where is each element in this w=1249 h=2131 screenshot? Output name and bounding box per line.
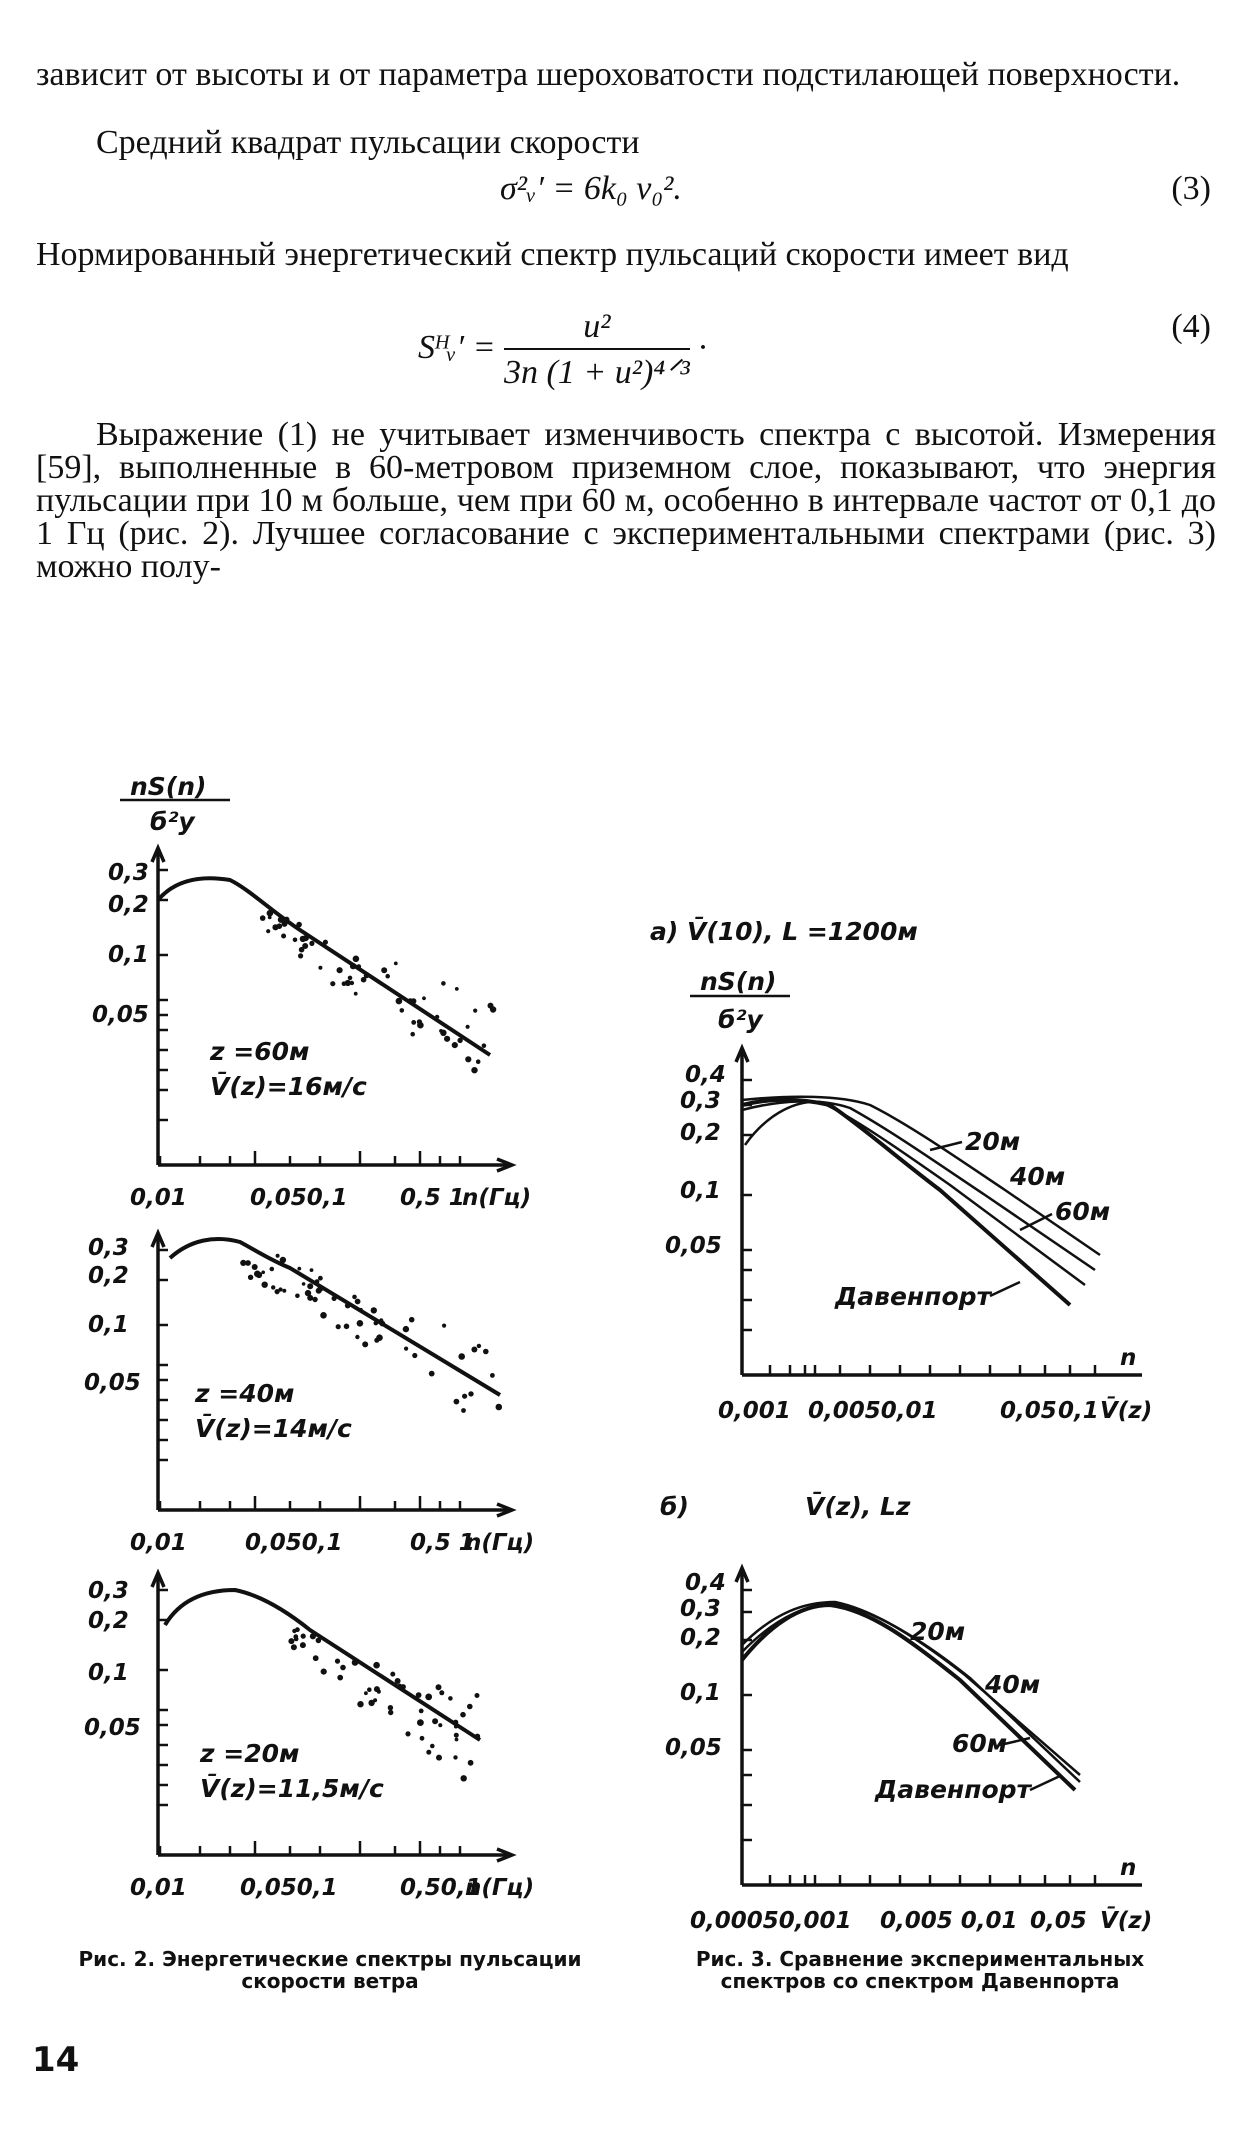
scatter-point xyxy=(395,1678,401,1684)
scatter-point xyxy=(467,1704,473,1710)
scatter-point xyxy=(390,1672,395,1677)
scatter-point xyxy=(460,1712,466,1718)
fig2-p2-xticks xyxy=(130,1530,534,1556)
scatter-point xyxy=(312,1297,317,1302)
scatter-point xyxy=(361,977,367,983)
fig2-p2-ytick-4: 0,05 xyxy=(84,1370,141,1396)
scatter-point xyxy=(297,1267,301,1271)
fig3b-leader-davenport xyxy=(1030,1776,1060,1790)
fig2-p2-ytick-1: 0,3 xyxy=(88,1235,129,1261)
scatter-point xyxy=(448,1696,453,1701)
scatter-point xyxy=(337,1675,343,1681)
fig3b-ytick-4: 0,1 xyxy=(680,1680,721,1706)
scatter-point xyxy=(439,1029,443,1033)
scatter-point xyxy=(466,1025,470,1029)
fig3b-label-60m: 60м xyxy=(952,1729,1008,1758)
scatter-point xyxy=(462,1394,467,1399)
scatter-point xyxy=(367,1687,372,1692)
scatter-point xyxy=(461,1408,466,1413)
scatter-point xyxy=(260,915,266,921)
scatter-point xyxy=(465,1056,471,1062)
fig3-caption: Рис. 3. Сравнение экспериментальных спектров со спектром Давенпорта xyxy=(695,1947,1145,1993)
fig3b xyxy=(660,1490,1152,1934)
fig2-panel-1 xyxy=(92,848,531,1211)
fig2-p2-xtick-3: 0,5 1 xyxy=(410,1530,475,1556)
scatter-point xyxy=(405,1731,410,1736)
scatter-point xyxy=(471,1067,477,1073)
scatter-point xyxy=(483,1349,489,1355)
scatter-point xyxy=(291,1644,297,1650)
scatter-point xyxy=(315,1279,320,1284)
scatter-point xyxy=(488,1003,494,1009)
fig3b-label-40m: 40м xyxy=(985,1670,1041,1699)
scatter-point xyxy=(374,1686,380,1692)
fig3b-ytick-1: 0,4 xyxy=(685,1570,726,1596)
fig2-ylabel-den: б²у xyxy=(150,807,195,836)
scatter-point xyxy=(321,1669,327,1675)
equation-4-numerator: u² xyxy=(504,308,690,350)
scatter-point xyxy=(373,1662,380,1669)
fig3a-ylabel-den: б²у xyxy=(718,1005,763,1034)
fig2-p3-yticks xyxy=(84,1578,141,1741)
scatter-point xyxy=(292,1629,296,1633)
scatter-point xyxy=(299,947,305,953)
fig2-p3-scatter xyxy=(288,1627,480,1781)
fig2-p3-xunit: n(Гц) xyxy=(465,1875,535,1901)
scatter-point xyxy=(381,967,387,973)
scatter-point xyxy=(357,1320,364,1327)
fig2-p2-v-label: V̄(z)=14м/с xyxy=(195,1414,352,1443)
scatter-point xyxy=(288,1638,294,1644)
fig2-p3-xtick-3: 0,50,1 xyxy=(400,1875,482,1901)
scatter-point xyxy=(316,1288,322,1294)
fig2-p3-v-label: V̄(z)=11,5м/с xyxy=(200,1774,384,1803)
scatter-point xyxy=(352,1659,359,1666)
scatter-point xyxy=(262,1282,268,1288)
fig2-p1-xtick-3: 0,5 1 xyxy=(400,1185,465,1211)
scatter-point xyxy=(371,1307,377,1313)
paragraph-2: Средний квадрат пульсации скорости xyxy=(96,124,640,161)
fig2-p1-curve xyxy=(158,878,490,1055)
scatter-point xyxy=(425,1694,432,1701)
equation-3: σ²ᵥ′ = 6k₀ v₀². xyxy=(500,170,682,207)
fig3b-xunit-num: n xyxy=(1120,1855,1137,1881)
scatter-point xyxy=(295,1294,300,1299)
scatter-point xyxy=(439,1690,444,1695)
scatter-point xyxy=(455,1738,459,1742)
scatter-point xyxy=(335,1659,340,1664)
fig3a-curve-davenport xyxy=(742,1100,1070,1305)
paragraph-3: Нормированный энергетический спектр пульсаций скорости имеет вид xyxy=(36,236,1069,273)
fig2-ylabel-num: nS(n) xyxy=(130,772,207,801)
fig2-p1-xtick-2: 0,050,1 xyxy=(250,1185,348,1211)
scatter-point xyxy=(252,1264,258,1270)
fig2-p2-ytick-3: 0,1 xyxy=(88,1312,129,1338)
fig2-p3-ytick-1: 0,3 xyxy=(88,1578,129,1604)
equation-4-lhs: Sᴴᵥ′ = xyxy=(418,328,496,366)
fig2-tick-marks xyxy=(158,870,460,1855)
scatter-point xyxy=(266,929,270,933)
fig2-p1-ytick-2: 0,2 xyxy=(108,892,149,918)
scatter-point xyxy=(357,964,362,969)
scatter-point xyxy=(482,1043,487,1048)
scatter-point xyxy=(330,981,335,986)
scatter-point xyxy=(355,1299,361,1305)
scatter-point xyxy=(296,922,302,928)
scatter-point xyxy=(452,1042,458,1048)
paragraph-1: зависит от высоты и от параметра шероховатости подстилающей поверхности. xyxy=(36,56,1181,93)
scatter-point xyxy=(416,1692,422,1698)
scatter-point xyxy=(458,1353,465,1360)
equation-4-denominator: 3n (1 + u²)⁴ᐟ³ xyxy=(504,354,690,391)
fig2-p3-xticks xyxy=(130,1875,534,1901)
scatter-point xyxy=(300,1642,306,1648)
scatter-point xyxy=(313,1655,319,1661)
fig3a-ytick-3: 0,2 xyxy=(680,1120,721,1146)
scatter-point xyxy=(432,1718,438,1724)
fig3b-ytick-3: 0,2 xyxy=(680,1625,721,1651)
fig2-p1-xtick-1: 0,01 xyxy=(130,1185,187,1211)
scatter-point xyxy=(411,1020,416,1025)
scatter-point xyxy=(332,1296,337,1301)
scatter-point xyxy=(412,1353,417,1358)
scatter-point xyxy=(357,1701,363,1707)
scatter-point xyxy=(490,1373,495,1378)
fig3a-xtick-1: 0,001 xyxy=(718,1398,791,1424)
scatter-point xyxy=(385,974,390,979)
scatter-point xyxy=(468,1391,473,1396)
scatter-point xyxy=(305,1290,311,1296)
fig3a-xtick-3: 0,05 xyxy=(1000,1398,1057,1424)
scatter-point xyxy=(344,1324,350,1330)
scatter-point xyxy=(454,1725,458,1729)
scatter-point xyxy=(476,1059,481,1064)
scatter-point xyxy=(276,1254,280,1258)
fig2-p3-curve xyxy=(165,1590,480,1740)
scatter-point xyxy=(310,1633,316,1639)
fig2-p2-z-label: z =40м xyxy=(195,1379,295,1408)
scatter-point xyxy=(336,1324,341,1329)
scatter-point xyxy=(282,1289,286,1293)
scatter-point xyxy=(270,1267,275,1272)
scatter-point xyxy=(373,1698,377,1702)
fig3a-xunit-num: n xyxy=(1120,1345,1137,1371)
fig3a-label-40m: 40м xyxy=(1010,1162,1066,1191)
scatter-point xyxy=(422,996,426,1000)
fig3b-xtick-2: 0,005 0,01 xyxy=(880,1908,1018,1934)
scatter-point xyxy=(394,962,398,966)
scatter-point xyxy=(417,1719,424,1726)
scatter-point xyxy=(323,940,328,945)
scatter-point xyxy=(379,1318,383,1322)
scatter-point xyxy=(318,966,322,970)
fig2-p2-curve xyxy=(170,1239,500,1395)
scatter-point xyxy=(475,1693,480,1698)
scatter-point xyxy=(475,1734,481,1740)
fig2-panel-2 xyxy=(84,1233,534,1556)
scatter-point xyxy=(455,987,459,991)
fig3a-ytick-5: 0,05 xyxy=(665,1233,722,1259)
fig3a-ytick-1: 0,4 xyxy=(685,1062,726,1088)
fig2-p2-yticks xyxy=(84,1235,141,1396)
fig2-p3-xtick-2: 0,050,1 xyxy=(240,1875,338,1901)
scatter-point xyxy=(420,1736,425,1741)
scatter-point xyxy=(436,1684,442,1690)
fig3b-label-davenport: Давенпорт xyxy=(875,1775,1032,1804)
equation-3-number: (3) xyxy=(1171,170,1211,207)
fig2-p2-ytick-2: 0,2 xyxy=(88,1263,129,1289)
scatter-point xyxy=(364,1691,368,1695)
scatter-point xyxy=(468,1760,474,1766)
scatter-point xyxy=(268,916,272,920)
scatter-point xyxy=(261,1271,265,1275)
fig2-p3-xtick-1: 0,01 xyxy=(130,1875,187,1901)
scatter-point xyxy=(337,967,343,973)
scatter-point xyxy=(284,917,290,923)
fig2-p1-xunit: n(Гц) xyxy=(462,1185,532,1211)
fig3a-leader-davenport xyxy=(990,1282,1020,1296)
scatter-point xyxy=(350,963,356,969)
scatter-point xyxy=(281,934,286,939)
scatter-point xyxy=(374,1321,379,1326)
fig3a-ytick-2: 0,3 xyxy=(680,1088,721,1114)
scatter-point xyxy=(248,1275,253,1280)
scatter-point xyxy=(278,917,284,923)
scatter-point xyxy=(411,998,417,1004)
scatter-point xyxy=(453,1755,457,1759)
fig3a-xtick-2: 0,0050,01 xyxy=(808,1398,938,1424)
fig3b-ytick-5: 0,05 xyxy=(665,1735,722,1761)
fig2-caption: Рис. 2. Энергетические спектры пульсации скорости ветра xyxy=(78,1947,582,1993)
fig2-p2-xtick-2: 0,050,1 xyxy=(245,1530,343,1556)
scatter-point xyxy=(309,941,314,946)
fig3a xyxy=(650,915,1152,1424)
scatter-point xyxy=(419,1709,424,1714)
scatter-point xyxy=(404,1347,408,1351)
scatter-point xyxy=(441,981,446,986)
fig2-p1-z-label: z =60м xyxy=(210,1037,310,1066)
fig2-p1-ytick-1: 0,3 xyxy=(108,860,149,886)
scatter-point xyxy=(400,1684,406,1690)
scatter-point xyxy=(354,992,358,996)
scatter-point xyxy=(438,1723,442,1727)
fig2-p1-xticks xyxy=(130,1185,531,1211)
fig2-p1-yticks xyxy=(92,860,149,1028)
page-number: 14 xyxy=(32,2040,80,2080)
scatter-point xyxy=(388,1705,393,1710)
fig3a-label-davenport: Давенпорт xyxy=(835,1282,992,1311)
scatter-point xyxy=(436,1755,442,1761)
scatter-point xyxy=(429,1371,435,1377)
scatter-point xyxy=(301,1634,306,1639)
scatter-point xyxy=(340,1665,346,1671)
scatter-point xyxy=(350,981,354,985)
scatter-point xyxy=(473,1009,477,1013)
scatter-point xyxy=(348,976,353,981)
scatter-point xyxy=(417,1019,422,1024)
scatter-point xyxy=(496,1404,503,1411)
scatter-point xyxy=(277,923,283,929)
scatter-point xyxy=(410,1032,415,1037)
scatter-point xyxy=(278,1287,282,1291)
fig2-p3-ytick-3: 0,1 xyxy=(88,1660,129,1686)
scatter-point xyxy=(454,1733,459,1738)
fig2-p1-v-label: V̄(z)=16м/с xyxy=(210,1072,367,1101)
scatter-point xyxy=(444,1036,450,1042)
fig3a-ytick-4: 0,1 xyxy=(680,1178,721,1204)
scatter-point xyxy=(271,1285,275,1289)
scatter-point xyxy=(245,1260,251,1266)
scatter-point xyxy=(298,953,303,958)
scatter-point xyxy=(318,1276,323,1281)
scatter-point xyxy=(294,1637,299,1642)
fig3b-xunit-den: V̄(z) xyxy=(1100,1908,1153,1934)
scatter-point xyxy=(453,1720,458,1725)
fig3a-title: а) V̄(10), L =1200м xyxy=(650,917,918,946)
scatter-point xyxy=(307,1283,313,1289)
scatter-point xyxy=(396,998,403,1005)
fig3a-xtick-4: 0,1 xyxy=(1058,1398,1099,1424)
fig2-p3-z-label: z =20м xyxy=(200,1739,300,1768)
scatter-point xyxy=(442,1324,446,1328)
fig2-panel-3 xyxy=(84,1573,534,1901)
fig3-tick-marks xyxy=(742,1080,1095,1885)
scatter-point xyxy=(430,1744,435,1749)
equation-4-number: (4) xyxy=(1171,308,1211,345)
scatter-point xyxy=(426,1750,431,1755)
fig3a-xunit-den: V̄(z) xyxy=(1100,1398,1153,1424)
scatter-point xyxy=(320,1312,327,1319)
fig3b-title: V̄(z), Lz xyxy=(805,1492,911,1521)
scatter-point xyxy=(388,1710,393,1715)
fig2-p1-ytick-4: 0,05 xyxy=(92,1002,149,1028)
scatter-point xyxy=(353,956,360,963)
fig2-p1-ytick-3: 0,1 xyxy=(108,942,149,968)
scatter-point xyxy=(400,1008,405,1013)
scatter-point xyxy=(342,981,347,986)
scatter-point xyxy=(310,1268,314,1272)
paragraph-4: Выражение (1) не учитывает изменчивость спектра с высотой. Измерения [59], выполненные в 60-метровом приземном слое, показывают, что энергия пульсации при 10 м больше, чем при 60 м, особенно в интервале частот от 0,1 до 1 Гц (рис. 2). Лучшее согласование с экспериментальными спектрами (рис. 3) можно полу- xyxy=(36,416,1216,585)
scatter-point xyxy=(409,1317,415,1323)
fig3a-label-60m: 60м xyxy=(1055,1197,1111,1226)
scatter-point xyxy=(457,1038,462,1043)
fig3b-label-20m: 20м xyxy=(910,1617,966,1646)
scatter-point xyxy=(254,1271,261,1278)
fig2-p2-xtick-1: 0,01 xyxy=(130,1530,187,1556)
scatter-point xyxy=(355,1335,359,1339)
fig2-p2-xunit: n(Гц) xyxy=(465,1530,535,1556)
scatter-point xyxy=(267,910,274,917)
scatter-point xyxy=(280,1257,286,1263)
fig2-ylabel xyxy=(120,772,230,836)
scatter-point xyxy=(477,1344,481,1348)
scatter-point xyxy=(359,1308,363,1312)
fig3b-letter: б) xyxy=(660,1492,689,1521)
fig2-p3-ytick-2: 0,2 xyxy=(88,1608,129,1634)
scatter-point xyxy=(471,1347,477,1353)
scatter-point xyxy=(352,1295,357,1300)
scatter-point xyxy=(302,1282,306,1286)
fig3a-ylabel-num: nS(n) xyxy=(700,967,777,996)
fig3a-label-20m: 20м xyxy=(965,1127,1021,1156)
scatter-point xyxy=(376,1334,383,1341)
equation-4-dot: · xyxy=(698,328,707,366)
scatter-point xyxy=(345,1303,351,1309)
scatter-point xyxy=(454,1399,460,1405)
fig3b-ytick-2: 0,3 xyxy=(680,1596,721,1622)
fig2-p3-ytick-4: 0,05 xyxy=(84,1715,141,1741)
fig3b-xtick-3: 0,05 xyxy=(1030,1908,1087,1934)
scatter-point xyxy=(435,1015,439,1019)
scatter-point xyxy=(362,1341,368,1347)
scatter-point xyxy=(461,1775,467,1781)
scatter-point xyxy=(316,1638,322,1644)
scatter-point xyxy=(403,1326,409,1332)
fig3b-xtick-1: 0,00050,001 xyxy=(690,1908,852,1934)
scatter-point xyxy=(300,936,306,942)
scatter-point xyxy=(293,938,298,943)
